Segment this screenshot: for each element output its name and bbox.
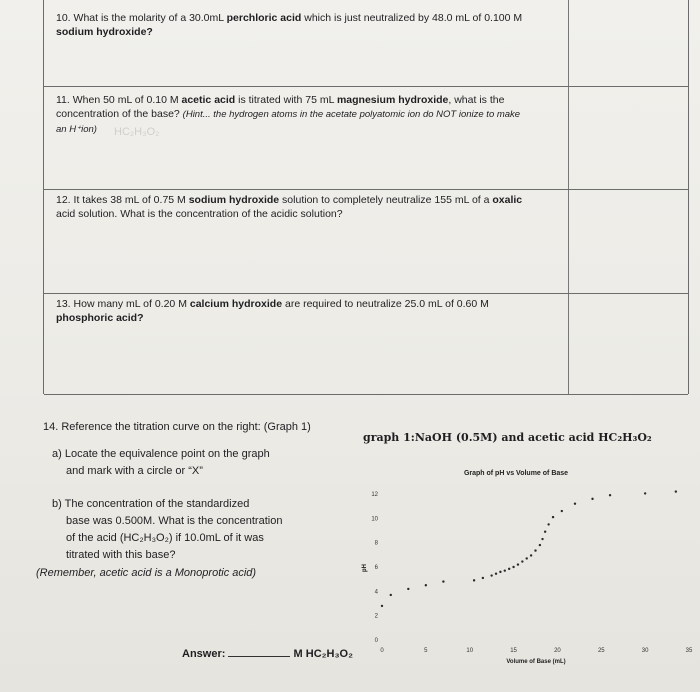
q11-text-c: , what is the [448, 94, 505, 106]
data-point [644, 492, 646, 494]
data-point [521, 560, 523, 562]
q13-bold-a: calcium hydroxide [189, 298, 283, 310]
data-point [508, 568, 510, 570]
y-axis-label: pH [362, 564, 368, 572]
x-tick-label: 15 [510, 648, 517, 654]
q10-text-b: which is just neutralized by 48.0 mL of 0.100 M [301, 12, 523, 24]
q11-hint: (Hint... the hydrogen atoms in the acetate polyatomic ion do NOT ionize to make [182, 109, 521, 120]
data-point [552, 516, 554, 518]
data-point [425, 584, 427, 586]
q12-bold-b: oxalic [492, 194, 523, 206]
q13-text-a: How many mL of 0.20 M [73, 298, 190, 310]
data-point [675, 490, 677, 492]
y-tick-label: 6 [374, 565, 378, 571]
data-point [541, 538, 543, 540]
x-tick-label: 5 [424, 648, 428, 654]
x-tick-label: 35 [685, 648, 693, 654]
data-point [530, 554, 532, 556]
data-point [517, 563, 519, 565]
data-point [526, 557, 528, 559]
data-point [547, 523, 549, 525]
graph-heading: graph 1:NaOH (0.5M) and acetic acid HC₂H₃O₂ [363, 431, 652, 444]
q10-number: 10. [56, 12, 71, 24]
y-tick-label: 12 [371, 492, 378, 498]
data-point [442, 580, 444, 582]
chart-title: Graph of pH vs Volume of Base [463, 470, 569, 477]
q14-note: (Remember, acetic acid is a Monoprotic acid) [36, 567, 257, 579]
q13-number: 13. [56, 298, 71, 310]
q11-bold-a: acetic acid [181, 94, 236, 106]
data-point [504, 569, 506, 571]
y-tick-label: 10 [371, 516, 378, 523]
data-point [591, 498, 593, 500]
data-point [482, 577, 484, 579]
data-point [490, 574, 492, 576]
q11-hint-2: an H⁺ion) [56, 124, 97, 135]
data-point [574, 503, 576, 505]
data-point [539, 544, 541, 546]
x-tick-label: 10 [466, 648, 474, 654]
q10-text-a: What is the molarity of a 30.0mL [73, 12, 227, 24]
y-tick-label: 2 [374, 613, 378, 620]
data-point [544, 531, 546, 533]
answer-unit: M HC₂H₃O₂ [293, 648, 353, 660]
answer-label: Answer: [182, 648, 226, 660]
q12-text-a: It takes 38 mL of 0.75 M [73, 194, 189, 206]
q11-number: 11. [56, 94, 70, 106]
q14-b-line-4: titrated with this base? [66, 549, 176, 561]
q10-bold-a: perchloric acid [226, 12, 302, 24]
data-point [473, 579, 475, 581]
data-point [495, 572, 497, 574]
data-point [609, 494, 611, 496]
data-point [407, 588, 409, 590]
x-tick-label: 20 [554, 648, 561, 654]
x-tick-label: 25 [597, 648, 605, 654]
q13-bold-b: phosphoric acid? [56, 312, 144, 324]
y-tick-label: 0 [374, 638, 378, 644]
q11-bold-b: magnesium hydroxide [336, 94, 449, 106]
x-axis-label: Volume of Base (mL) [506, 659, 566, 665]
data-point [561, 510, 563, 512]
q14-a-line-2: and mark with a circle or “X” [66, 465, 203, 477]
data-point [381, 605, 383, 607]
q11-bleed-through-text: HC₂H₃O₂ [114, 126, 160, 138]
q12-text-b: solution to completely neutralize 155 mL of a [279, 194, 493, 206]
x-tick-label: 30 [641, 648, 649, 654]
data-point [390, 594, 392, 596]
y-tick-label: 8 [374, 540, 378, 547]
q12-bold-a: sodium hydroxide [188, 194, 280, 206]
q14-heading: 14. Reference the titration curve on the right: (Graph 1) [43, 421, 311, 433]
q14-b-line-1: b) The concentration of the standardized [52, 498, 250, 510]
q13-text-b: are required to neutralize 25.0 mL of 0.60 M [282, 298, 489, 310]
data-point [512, 566, 514, 568]
q11-text-a: When 50 mL of 0.10 M [72, 94, 182, 106]
q11-text-b: is titrated with 75 mL [235, 94, 337, 106]
q12-number: 12. [56, 194, 71, 206]
q14-b-line-3: of the acid (HC₂H₃O₂) if 10.0mL of it was [66, 532, 264, 544]
q11-text-d: concentration of the base? [56, 108, 183, 120]
q14-a-line-1: a) Locate the equivalence point on the graph [52, 448, 270, 460]
data-point [499, 571, 501, 573]
q10-bold-b: sodium hydroxide? [56, 26, 153, 38]
q14-b-line-2: base was 0.500M. What is the concentration [66, 515, 283, 527]
x-tick-label: 0 [380, 648, 384, 654]
q12-text-c: acid solution. What is the concentration of the acidic solution? [56, 208, 343, 220]
y-tick-label: 4 [374, 589, 378, 596]
data-point [534, 549, 536, 551]
